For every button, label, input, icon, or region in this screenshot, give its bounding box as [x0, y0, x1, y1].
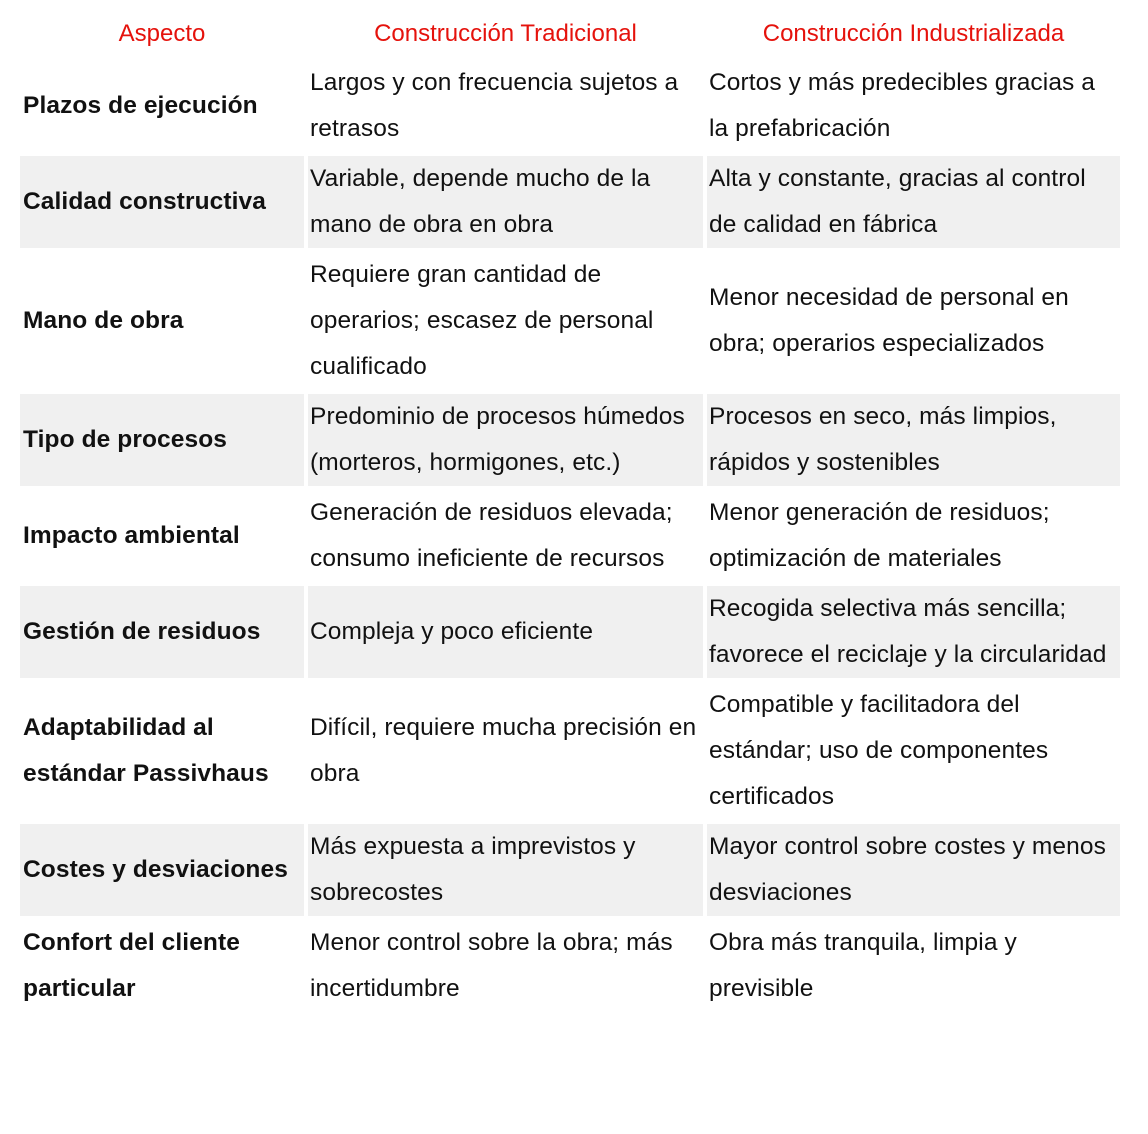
- row-aspect: Costes y desviaciones: [20, 824, 304, 916]
- row-aspect: Impacto ambiental: [23, 522, 240, 549]
- row-traditional: Generación de residuos elevada; consumo ineficiente de recursos: [310, 499, 673, 572]
- row-aspect: Mano de obra: [23, 307, 184, 334]
- row-aspect: Adaptabilidad al estándar Passivhaus: [23, 714, 269, 787]
- header-traditional: Construcción Tradicional: [374, 20, 637, 47]
- row-industrialized: Mayor control sobre costes y menos desviaciones: [707, 824, 1120, 916]
- row-industrialized: Obra más tranquila, limpia y previsible: [709, 929, 1017, 1002]
- row-traditional: Más expuesta a imprevistos y sobrecostes: [308, 824, 703, 916]
- row-traditional: Largos y con frecuencia sujetos a retrasos: [310, 69, 679, 142]
- row-industrialized: Compatible y facilitadora del estándar; uso de componentes certificados: [709, 691, 1049, 810]
- row-industrialized: Alta y constante, gracias al control de calidad en fábrica: [707, 156, 1120, 248]
- row-aspect: Calidad constructiva: [20, 156, 304, 248]
- table-row: [20, 394, 1120, 486]
- table-row: [20, 586, 1120, 678]
- row-aspect: Gestión de residuos: [20, 586, 304, 678]
- header-industrialized: Construcción Industrializada: [762, 20, 1065, 47]
- table-row: [20, 60, 1120, 152]
- header-aspect: Aspecto: [118, 20, 206, 47]
- row-aspect: Confort del cliente particular: [23, 929, 240, 1002]
- row-traditional: Menor control sobre la obra; más incertidumbre: [310, 929, 673, 1002]
- table-row: [20, 490, 1120, 582]
- row-industrialized: Menor generación de residuos; optimización de materiales: [709, 499, 1050, 572]
- table-header-row: [20, 12, 1120, 56]
- comparison-table: [16, 8, 1124, 1016]
- row-traditional: Difícil, requiere mucha precisión en obra: [310, 714, 697, 787]
- table-row: [20, 920, 1120, 1012]
- row-industrialized: Menor necesidad de personal en obra; operarios especializados: [709, 284, 1069, 357]
- table-row: [20, 156, 1120, 248]
- table-row: [20, 682, 1120, 820]
- row-industrialized: Recogida selectiva más sencilla; favorece el reciclaje y la circularidad: [707, 586, 1120, 678]
- row-aspect: Tipo de procesos: [20, 394, 304, 486]
- row-traditional: Variable, depende mucho de la mano de obra en obra: [308, 156, 703, 248]
- row-traditional: Requiere gran cantidad de operarios; escasez de personal cualificado: [310, 261, 654, 380]
- row-aspect: Plazos de ejecución: [23, 92, 258, 119]
- table-row: [20, 252, 1120, 390]
- comparison-table-container: [20, 8, 1124, 1016]
- row-industrialized: Procesos en seco, más limpios, rápidos y sostenibles: [707, 394, 1120, 486]
- row-traditional: Predominio de procesos húmedos (morteros, hormigones, etc.): [308, 394, 703, 486]
- table-row: [20, 824, 1120, 916]
- row-industrialized: Cortos y más predecibles gracias a la prefabricación: [709, 69, 1096, 142]
- row-traditional: Compleja y poco eficiente: [308, 586, 703, 678]
